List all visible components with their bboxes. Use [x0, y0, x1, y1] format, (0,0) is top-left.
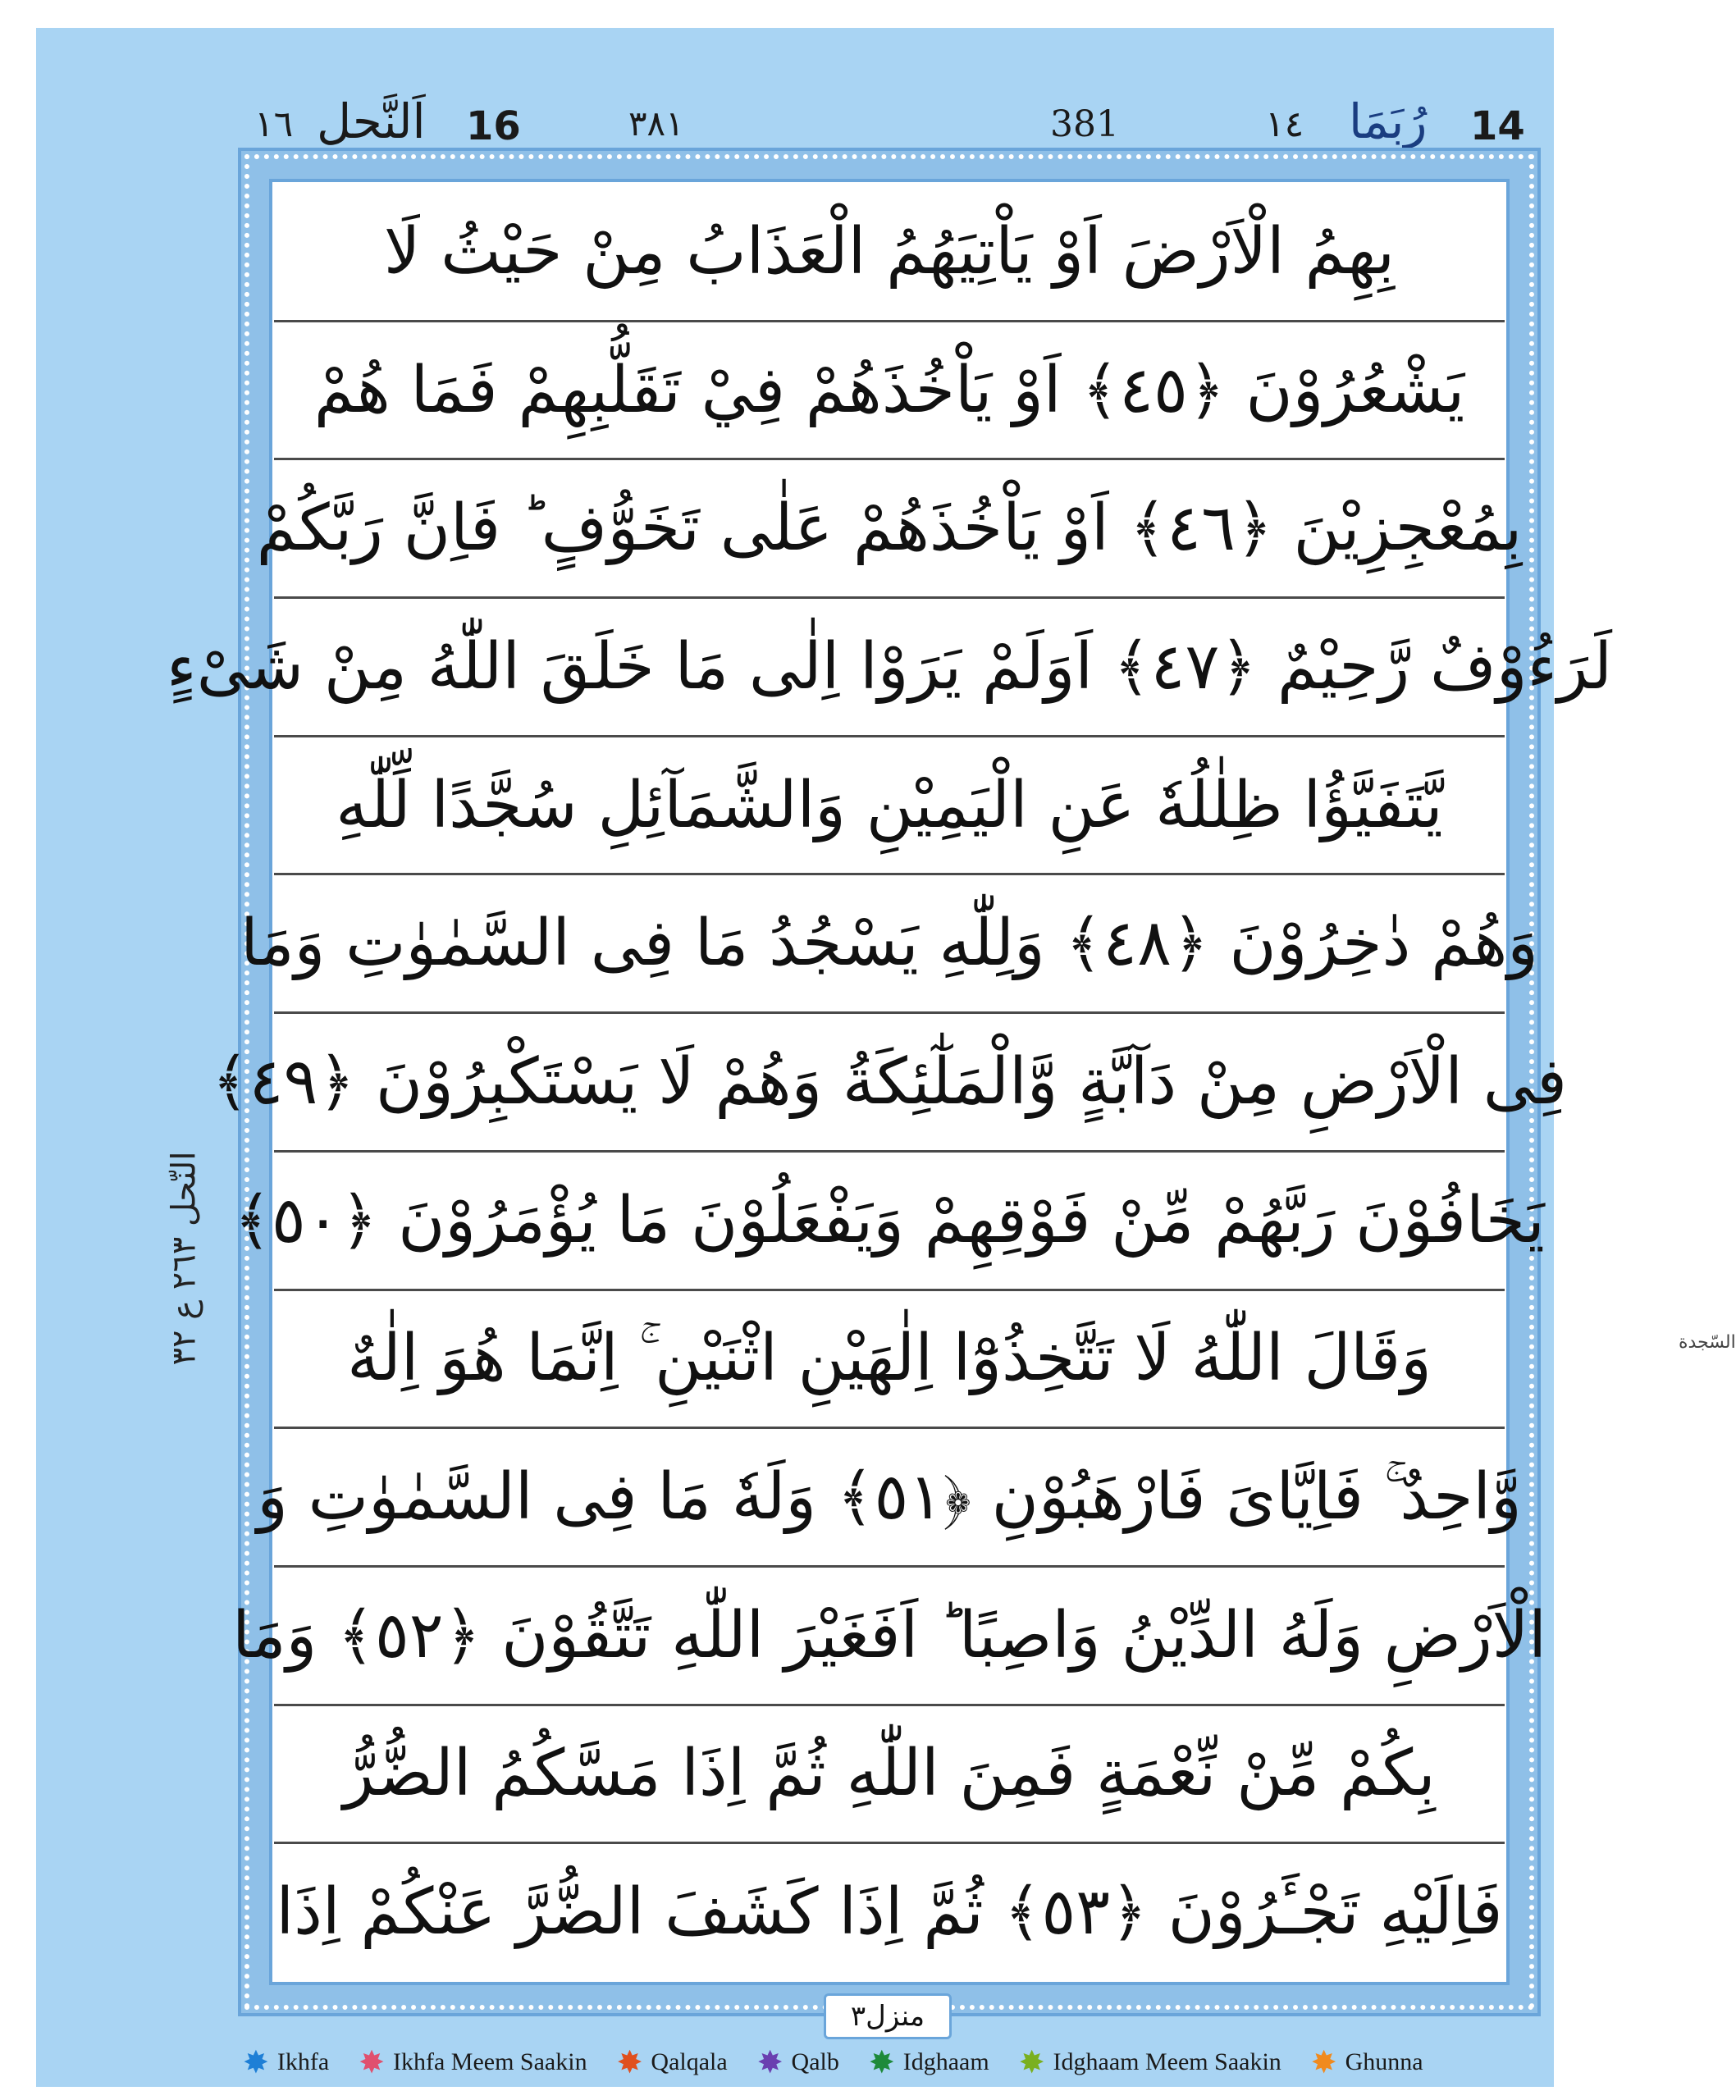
page-header: [36, 28, 1554, 151]
page-number: 381: [1050, 103, 1119, 145]
sajdah-mark: السّجدة: [1679, 1332, 1736, 1353]
legend-item-ghunna: [1310, 2044, 1423, 2080]
verse-text: وَقَالَ اللّٰهُ لَا تَتَّخِذُوْٓا اِلٰهَيْنِ اثْنَيْنِ ۚ اِنَّمَا هُوَ اِلٰهٌ: [347, 1321, 1432, 1395]
text-line-1: [274, 184, 1505, 322]
surah-number-arabic: ١٦: [254, 103, 294, 145]
star-burst-icon: ✸: [1018, 2044, 1045, 2080]
legend-item-ikhfa-meem-saakin: [359, 2044, 587, 2080]
verse-text: لَرَءُوْفٌ رَّحِيْمٌ ﴿٤٧﴾ اَوَلَمْ يَرَوْا اِلٰى مَا خَلَقَ اللّٰهُ مِنْ شَیْءٍ: [167, 629, 1612, 704]
text-line-3: [256, 460, 1523, 599]
text-line-6: [240, 875, 1538, 1014]
text-line-12: [274, 1706, 1505, 1845]
legend-label: Idghaam: [902, 2048, 989, 2075]
verse-text: بِكُمْ مِّنْ نِّعْمَةٍ فَمِنَ اللّٰهِ ثُمَّ اِذَا مَسَّكُمُ الضُّرُّ: [343, 1737, 1436, 1811]
verse-text: وَّاحِدٌ ۚ فَاِيَّایَ فَارْهَبُوْنِ ﴿٥١﴾ وَلَهٗ مَا فِی السَّمٰوٰتِ وَ: [257, 1459, 1522, 1534]
verse-text: يَشْعُرُوْنَ ﴿٤٥﴾ اَوْ يَاْخُذَهُمْ فِيْ تَقَلُّبِهِمْ فَمَا هُمْ: [313, 353, 1465, 427]
text-line-2: [274, 322, 1505, 461]
legend-label: Qalqala: [651, 2048, 728, 2075]
legend-label: Qalb: [791, 2048, 839, 2075]
text-line-8: [234, 1153, 1545, 1291]
ruku-margin-text: النّحل ٢٦٣ ع ٣٢: [165, 1151, 203, 1366]
juz-number-arabic: ١٤: [1265, 103, 1304, 145]
verse-text: الْاَرْضِ وَلَهُ الدِّيْنُ وَاصِبًا ؕ اَفَغَيْرَ اللّٰهِ تَتَّقُوْنَ ﴿٥٢﴾ وَمَا: [232, 1598, 1546, 1673]
legend-item-qalqala: [616, 2044, 728, 2080]
legend-item-ikhfa: [243, 2044, 330, 2080]
manzil-tab: منزل٣: [824, 1993, 952, 2039]
legend-label: Ghunna: [1345, 2048, 1423, 2075]
legend-item-idghaam: [868, 2044, 989, 2080]
star-burst-icon: ✸: [616, 2044, 643, 2080]
verse-text: يَخَافُوْنَ رَبَّهُمْ مِّنْ فَوْقِهِمْ وَيَفْعَلُوْنَ مَا يُؤْمَرُوْنَ ﴿٥٠﴾: [234, 1183, 1545, 1258]
star-burst-icon: ✸: [1310, 2044, 1337, 2080]
legend-item-idghaam-meem-saakin: [1018, 2044, 1281, 2080]
verse-text: فِی الْاَرْضِ مِنْ دَآبَّةٍ وَّالْمَلٰٓئِكَةُ وَهُمْ لَا يَسْتَكْبِرُوْنَ ﴿٤٩﴾: [211, 1044, 1568, 1119]
mushaf-page: [36, 28, 1736, 2087]
text-line-5: [274, 737, 1505, 876]
legend-label: Ikhfa Meem Saakin: [392, 2048, 587, 2075]
text-line-7: [211, 1014, 1568, 1153]
star-burst-icon: ✸: [756, 2044, 783, 2080]
verse-text: وَهُمْ دٰخِرُوْنَ ﴿٤٨﴾ وَلِلّٰهِ يَسْجُدُ مَا فِی السَّمٰوٰتِ وَمَا: [240, 906, 1538, 981]
text-line-4: [167, 599, 1612, 737]
surah-name: اَلنَّحل: [317, 94, 426, 149]
surah-number: 16: [466, 103, 521, 149]
juz-name: رُبَمَا: [1349, 94, 1428, 149]
verse-text: يَّتَفَيَّؤُا ظِلٰلُهٗ عَنِ الْيَمِيْنِ وَالشَّمَآئِلِ سُجَّدًا لِّلّٰهِ: [336, 768, 1443, 842]
verse-text: بِمُعْجِزِيْنَ ﴿٤٦﴾ اَوْ يَاْخُذَهُمْ عَلٰى تَخَوُّفٍ ؕ فَاِنَّ رَبَّكُمْ: [256, 491, 1523, 566]
legend-item-qalb: [756, 2044, 839, 2080]
text-line-9: [274, 1291, 1505, 1430]
verse-text: بِهِمُ الْاَرْضَ اَوْ يَاْتِيَهُمُ الْعَذَابُ مِنْ حَيْثُ لَا: [383, 214, 1396, 289]
juz-number: 14: [1470, 103, 1525, 149]
text-line-13: [274, 1844, 1505, 1980]
tajweed-legend: [243, 2043, 1556, 2082]
legend-label: Ikhfa: [276, 2048, 330, 2075]
ruku-margin-note: [151, 1127, 217, 1390]
verse-text: فَاِلَيْهِ تَجْـَٔرُوْنَ ﴿٥٣﴾ ثُمَّ اِذَا كَشَفَ الضُّرَّ عَنْكُمْ اِذَا: [276, 1875, 1503, 1950]
star-burst-icon: ✸: [243, 2044, 269, 2080]
star-burst-icon: ✸: [359, 2044, 385, 2080]
page-number-arabic: ٣٨١: [628, 103, 684, 144]
text-line-11: [232, 1568, 1546, 1706]
legend-label: Idghaam Meem Saakin: [1053, 2048, 1281, 2075]
star-burst-icon: ✸: [868, 2044, 895, 2080]
text-line-10: [257, 1429, 1522, 1568]
